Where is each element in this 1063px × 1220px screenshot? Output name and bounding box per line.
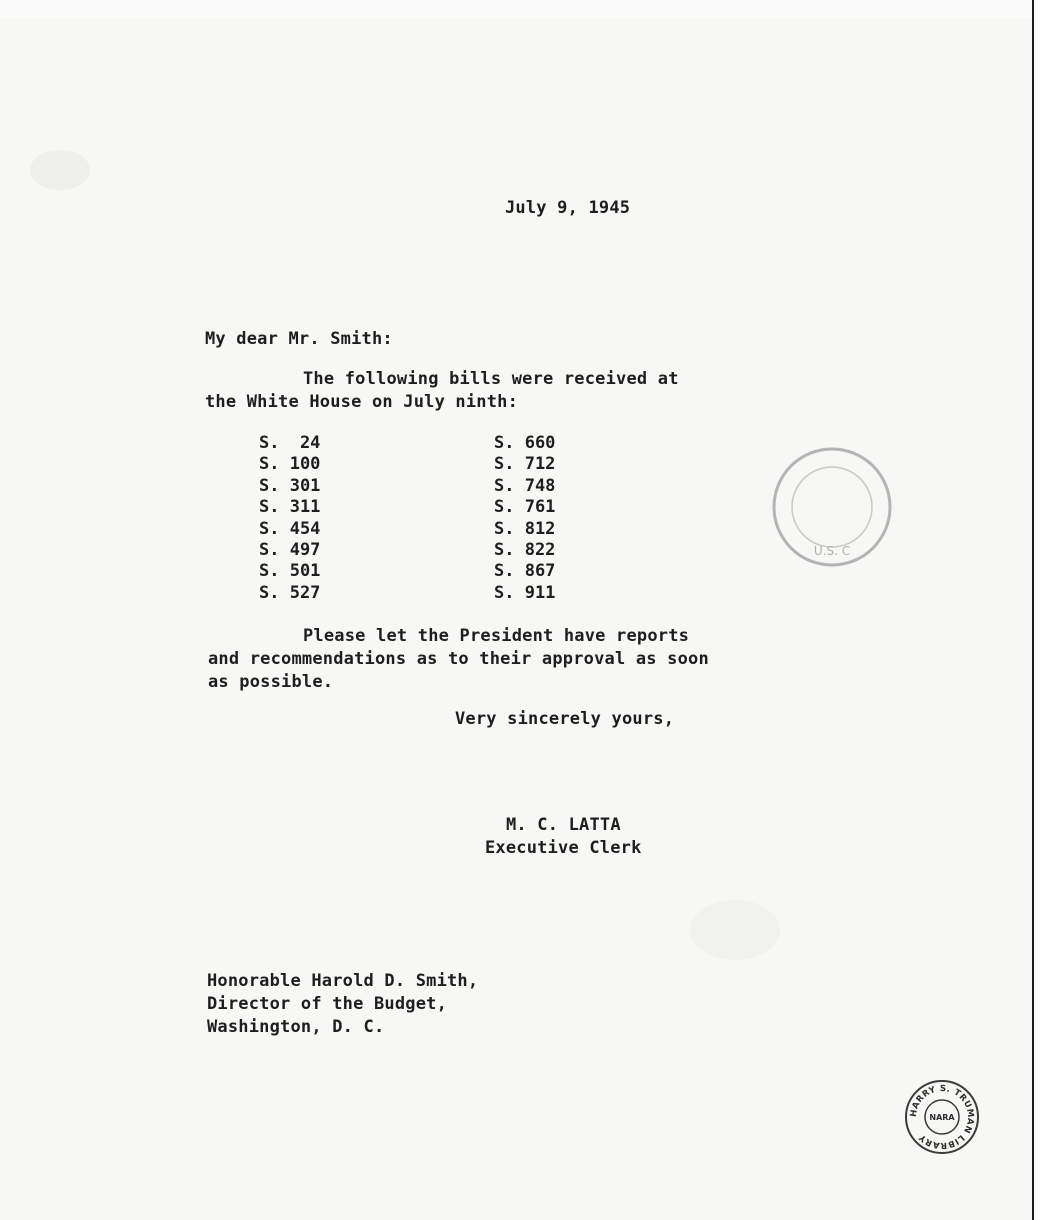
bill-number: S. 527 (259, 582, 321, 603)
library-stamp (903, 1078, 981, 1156)
received-stamp-text: U.S. C (813, 544, 851, 558)
bill-list-left (259, 433, 320, 604)
bill-number: S. 911 (494, 582, 556, 603)
bill-number: S. 311 (259, 497, 321, 518)
addressee-line-2: Director of the Budget, (207, 994, 448, 1014)
bill-number: S. 712 (494, 454, 556, 475)
library-stamp-center: NARA (929, 1113, 955, 1122)
bill-number: S. 822 (494, 539, 556, 560)
paper-smudge (30, 150, 90, 190)
page-top-edge (0, 0, 1063, 18)
bill-number: S. 867 (494, 561, 556, 582)
bill-number: S. 660 (494, 433, 556, 453)
bill-number: S. 748 (494, 475, 556, 496)
bill-number: S. 812 (494, 518, 556, 539)
signer-title: Executive Clerk (485, 838, 642, 858)
bill-number: S. 100 (259, 454, 321, 475)
bill-number: S. 301 (259, 475, 321, 496)
bill-number: S. 761 (494, 497, 556, 518)
addressee-line-3: Washington, D. C. (207, 1017, 385, 1037)
closing: Very sincerely yours, (455, 709, 675, 729)
addressee-line-1: Honorable Harold D. Smith, (207, 971, 479, 991)
library-stamp-ring-text: HARRY S. TRUMAN LIBRARY (908, 1083, 976, 1151)
letter-date: July 9, 1945 (505, 198, 631, 218)
body-line-2: the White House on July ninth: (205, 392, 519, 412)
request-line-1: Please let the President have reports (303, 626, 690, 646)
body-line-1: The following bills were received at (303, 369, 679, 389)
bill-number: S. 501 (259, 561, 321, 582)
page-right-edge (1032, 0, 1063, 1220)
request-line-3: as possible. (208, 672, 334, 692)
bill-number: S. 24 (259, 433, 321, 453)
salutation: My dear Mr. Smith: (205, 329, 393, 349)
received-stamp (768, 443, 896, 571)
bill-number: S. 497 (259, 539, 321, 560)
paper-smudge (690, 900, 780, 960)
signer-name: M. C. LATTA (506, 815, 621, 835)
request-line-2: and recommendations as to their approval as soon (208, 649, 709, 669)
bill-number: S. 454 (259, 518, 321, 539)
bill-list-right (494, 433, 555, 604)
